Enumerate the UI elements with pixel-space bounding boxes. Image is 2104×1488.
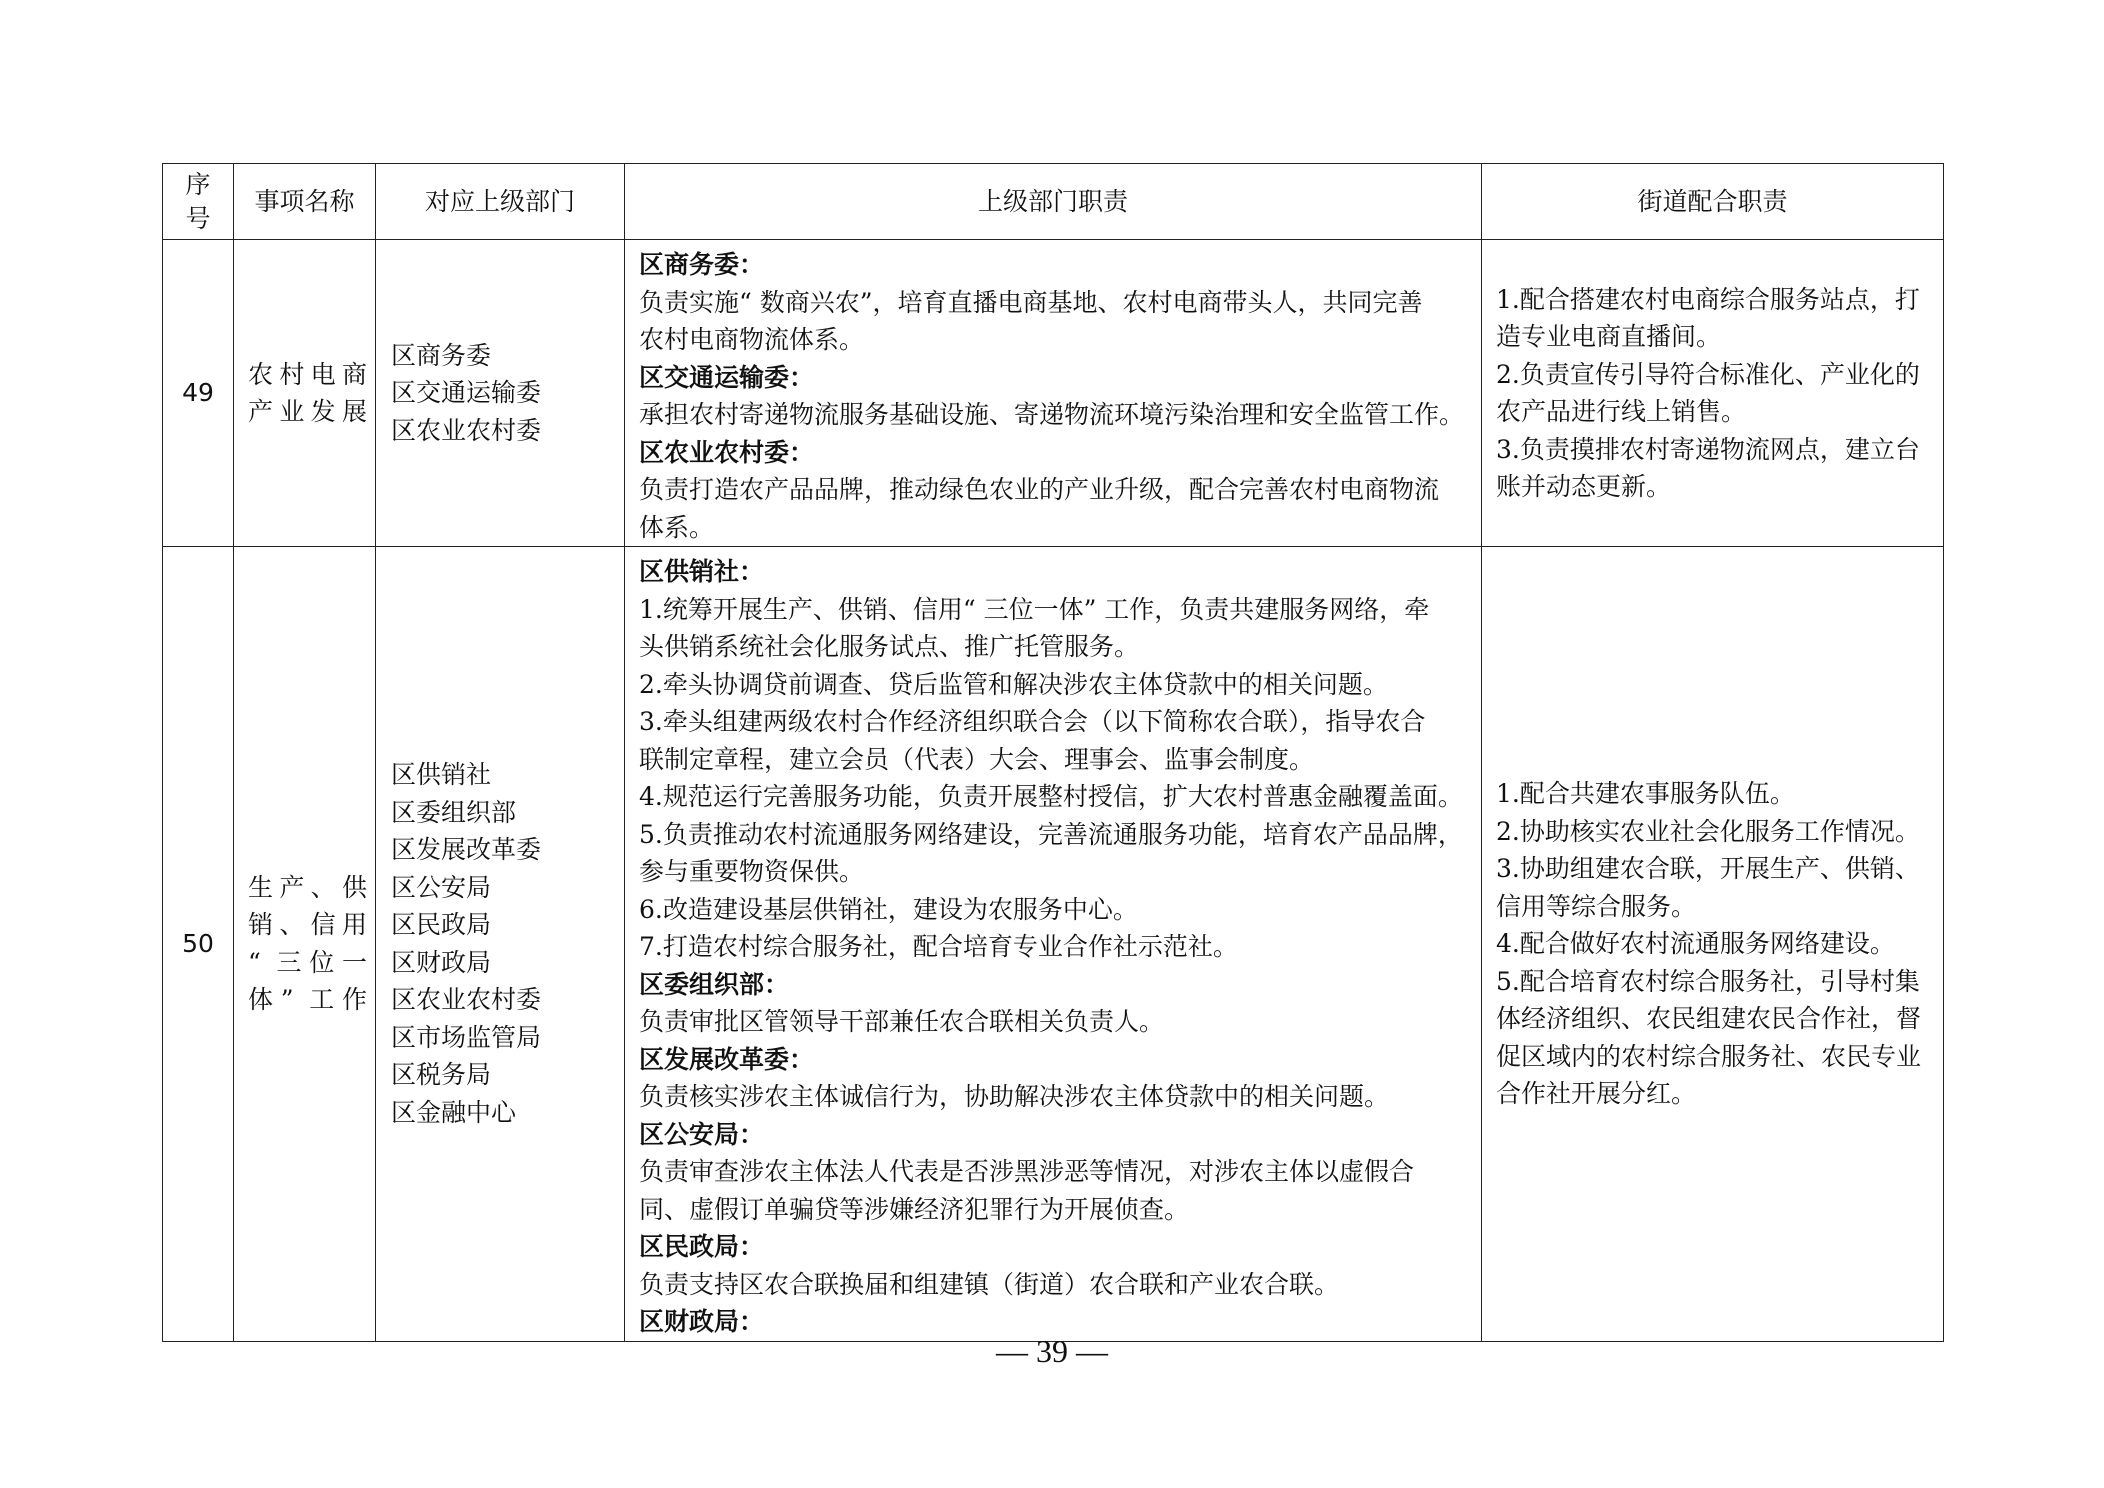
duty-line: 3.牵头组建两级农村合作经济组织联合会（以下简称农合联），指导农合 bbox=[639, 707, 1426, 736]
dept-item: 区公安局 bbox=[391, 872, 492, 902]
support-line: 造专业电商直播间。 bbox=[1496, 322, 1722, 351]
row-street-duties bbox=[1482, 547, 1944, 1342]
duty-line: 农村电商物流体系。 bbox=[639, 325, 865, 354]
support-line: 体经济组织、农民组建农民合作社，督 bbox=[1496, 1004, 1922, 1033]
header-seq-line2: 号 bbox=[185, 203, 211, 233]
support-line: 3.负责摸排农村寄递物流网点，建立台 bbox=[1496, 434, 1920, 464]
duty-line: 参与重要物资保供。 bbox=[639, 857, 865, 886]
duty-line: 1.统筹开展生产、供销、信用“ 三位一体” 工作，负责共建服务网络，牵 bbox=[639, 594, 1430, 624]
duty-heading: 区供销社： bbox=[639, 557, 765, 586]
item-name-line: 销、信用 bbox=[248, 910, 367, 940]
row-seq: 49 bbox=[163, 240, 234, 547]
duty-heading: 区商务委： bbox=[639, 250, 765, 279]
item-name-line: “ 三位一 bbox=[248, 947, 367, 977]
dept-item: 区税务局 bbox=[391, 1060, 492, 1090]
table-row bbox=[163, 240, 1944, 547]
dept-item: 区农业农村委 bbox=[391, 985, 542, 1015]
row-street-duties bbox=[1482, 240, 1944, 547]
duty-heading: 区农业农村委： bbox=[639, 437, 815, 467]
duty-line: 头供销系统社会化服务试点、推广托管服务。 bbox=[639, 632, 1140, 661]
duty-line: 2.牵头协调贷前调查、贷后监管和解决涉农主体贷款中的相关问题。 bbox=[639, 669, 1388, 699]
row-upper-depts bbox=[376, 547, 625, 1342]
duty-line: 负责核实涉农主体诚信行为，协助解决涉农主体贷款中的相关问题。 bbox=[639, 1082, 1390, 1111]
row-item-name bbox=[234, 547, 376, 1342]
dept-item: 区农业农村委 bbox=[391, 415, 542, 445]
duty-line: 联制定章程，建立会员（代表）大会、理事会、监事会制度。 bbox=[639, 744, 1315, 774]
dept-item: 区发展改革委 bbox=[391, 835, 542, 865]
support-line: 信用等综合服务。 bbox=[1496, 891, 1697, 921]
support-line: 4.配合做好农村流通服务网络建设。 bbox=[1496, 929, 1895, 958]
dept-item: 区市场监管局 bbox=[391, 1022, 542, 1052]
duty-heading: 区委组织部： bbox=[639, 969, 790, 999]
support-line: 2.协助核实农业社会化服务工作情况。 bbox=[1496, 816, 1920, 846]
dept-item: 区金融中心 bbox=[391, 1097, 517, 1127]
duty-heading: 区财政局： bbox=[639, 1307, 765, 1336]
duty-line: 7.打造农村综合服务社，配合培育专业合作社示范社。 bbox=[639, 932, 1238, 961]
duty-heading: 区交通运输委： bbox=[639, 362, 815, 392]
row-seq: 50 bbox=[163, 547, 234, 1342]
support-line: 农产品进行线上销售。 bbox=[1496, 397, 1747, 426]
row-item-name bbox=[234, 240, 376, 547]
header-upper-dept: 对应上级部门 bbox=[376, 164, 625, 240]
item-name-line: 生产、供 bbox=[248, 872, 367, 902]
duty-line: 6.改造建设基层供销社，建设为农服务中心。 bbox=[639, 894, 1138, 924]
header-street-duty: 街道配合职责 bbox=[1482, 164, 1944, 240]
support-line: 2.负责宣传引导符合标准化、产业化的 bbox=[1496, 359, 1920, 389]
header-item-name: 事项名称 bbox=[234, 164, 376, 240]
duty-line: 负责审查涉农主体法人代表是否涉黑涉恶等情况，对涉农主体以虚假合 bbox=[639, 1157, 1415, 1186]
support-line: 1.配合共建农事服务队伍。 bbox=[1496, 779, 1795, 808]
duty-line: 4.规范运行完善服务功能，负责开展整村授信，扩大农村普惠金融覆盖面。 bbox=[639, 782, 1463, 811]
duty-line: 负责实施“ 数商兴农”，培育直播电商基地、农村电商带头人，共同完善 bbox=[639, 287, 1423, 317]
support-line: 1.配合搭建农村电商综合服务站点，打 bbox=[1496, 284, 1920, 314]
support-line: 3.协助组建农合联，开展生产、供销、 bbox=[1496, 854, 1920, 883]
dept-item: 区委组织部 bbox=[391, 797, 517, 827]
row-upper-depts bbox=[376, 240, 625, 547]
item-name-line: 产业发展 bbox=[248, 397, 367, 426]
item-name-line: 农村电商 bbox=[248, 359, 367, 389]
table-row bbox=[163, 547, 1944, 1342]
duty-line: 同、虚假订单骗贷等涉嫌经济犯罪行为开展侦查。 bbox=[639, 1194, 1190, 1224]
dept-item: 区供销社 bbox=[391, 760, 492, 790]
duty-line: 负责打造农产品品牌，推动绿色农业的产业升级，配合完善农村电商物流 bbox=[639, 475, 1440, 504]
dept-item: 区交通运输委 bbox=[391, 378, 542, 408]
duty-line: 负责支持区农合联换届和组建镇（街道）农合联和产业农合联。 bbox=[639, 1269, 1340, 1299]
row-upper-duties bbox=[625, 547, 1482, 1342]
duty-heading: 区发展改革委： bbox=[639, 1044, 815, 1074]
header-seq-line1: 序 bbox=[185, 169, 211, 199]
responsibility-table bbox=[162, 163, 1944, 1342]
dept-item: 区财政局 bbox=[391, 947, 492, 977]
row-upper-duties bbox=[625, 240, 1482, 547]
duty-heading: 区民政局： bbox=[639, 1232, 765, 1261]
dept-item: 区民政局 bbox=[391, 910, 492, 940]
dept-item: 区商务委 bbox=[391, 340, 492, 370]
duty-line: 承担农村寄递物流服务基础设施、寄递物流环境污染治理和安全监管工作。 bbox=[639, 400, 1465, 429]
duty-line: 负责审批区管领导干部兼任农合联相关负责人。 bbox=[639, 1007, 1165, 1036]
duty-line: 体系。 bbox=[639, 512, 715, 542]
item-name-line: 体” 工作 bbox=[248, 985, 367, 1015]
header-seq bbox=[163, 164, 234, 240]
support-line: 账并动态更新。 bbox=[1496, 472, 1672, 501]
duty-line: 5.负责推动农村流通服务网络建设，完善流通服务功能，培育农产品品牌， bbox=[639, 819, 1463, 849]
support-line: 5.配合培育农村综合服务社，引导村集 bbox=[1496, 966, 1920, 996]
support-line: 促区域内的农村综合服务社、农民专业 bbox=[1496, 1041, 1922, 1071]
duty-heading: 区公安局： bbox=[639, 1119, 765, 1149]
table-header-row bbox=[163, 164, 1944, 240]
header-upper-duty: 上级部门职责 bbox=[625, 164, 1482, 240]
support-line: 合作社开展分红。 bbox=[1496, 1079, 1697, 1108]
page-number: — 39 — bbox=[996, 1333, 1108, 1369]
